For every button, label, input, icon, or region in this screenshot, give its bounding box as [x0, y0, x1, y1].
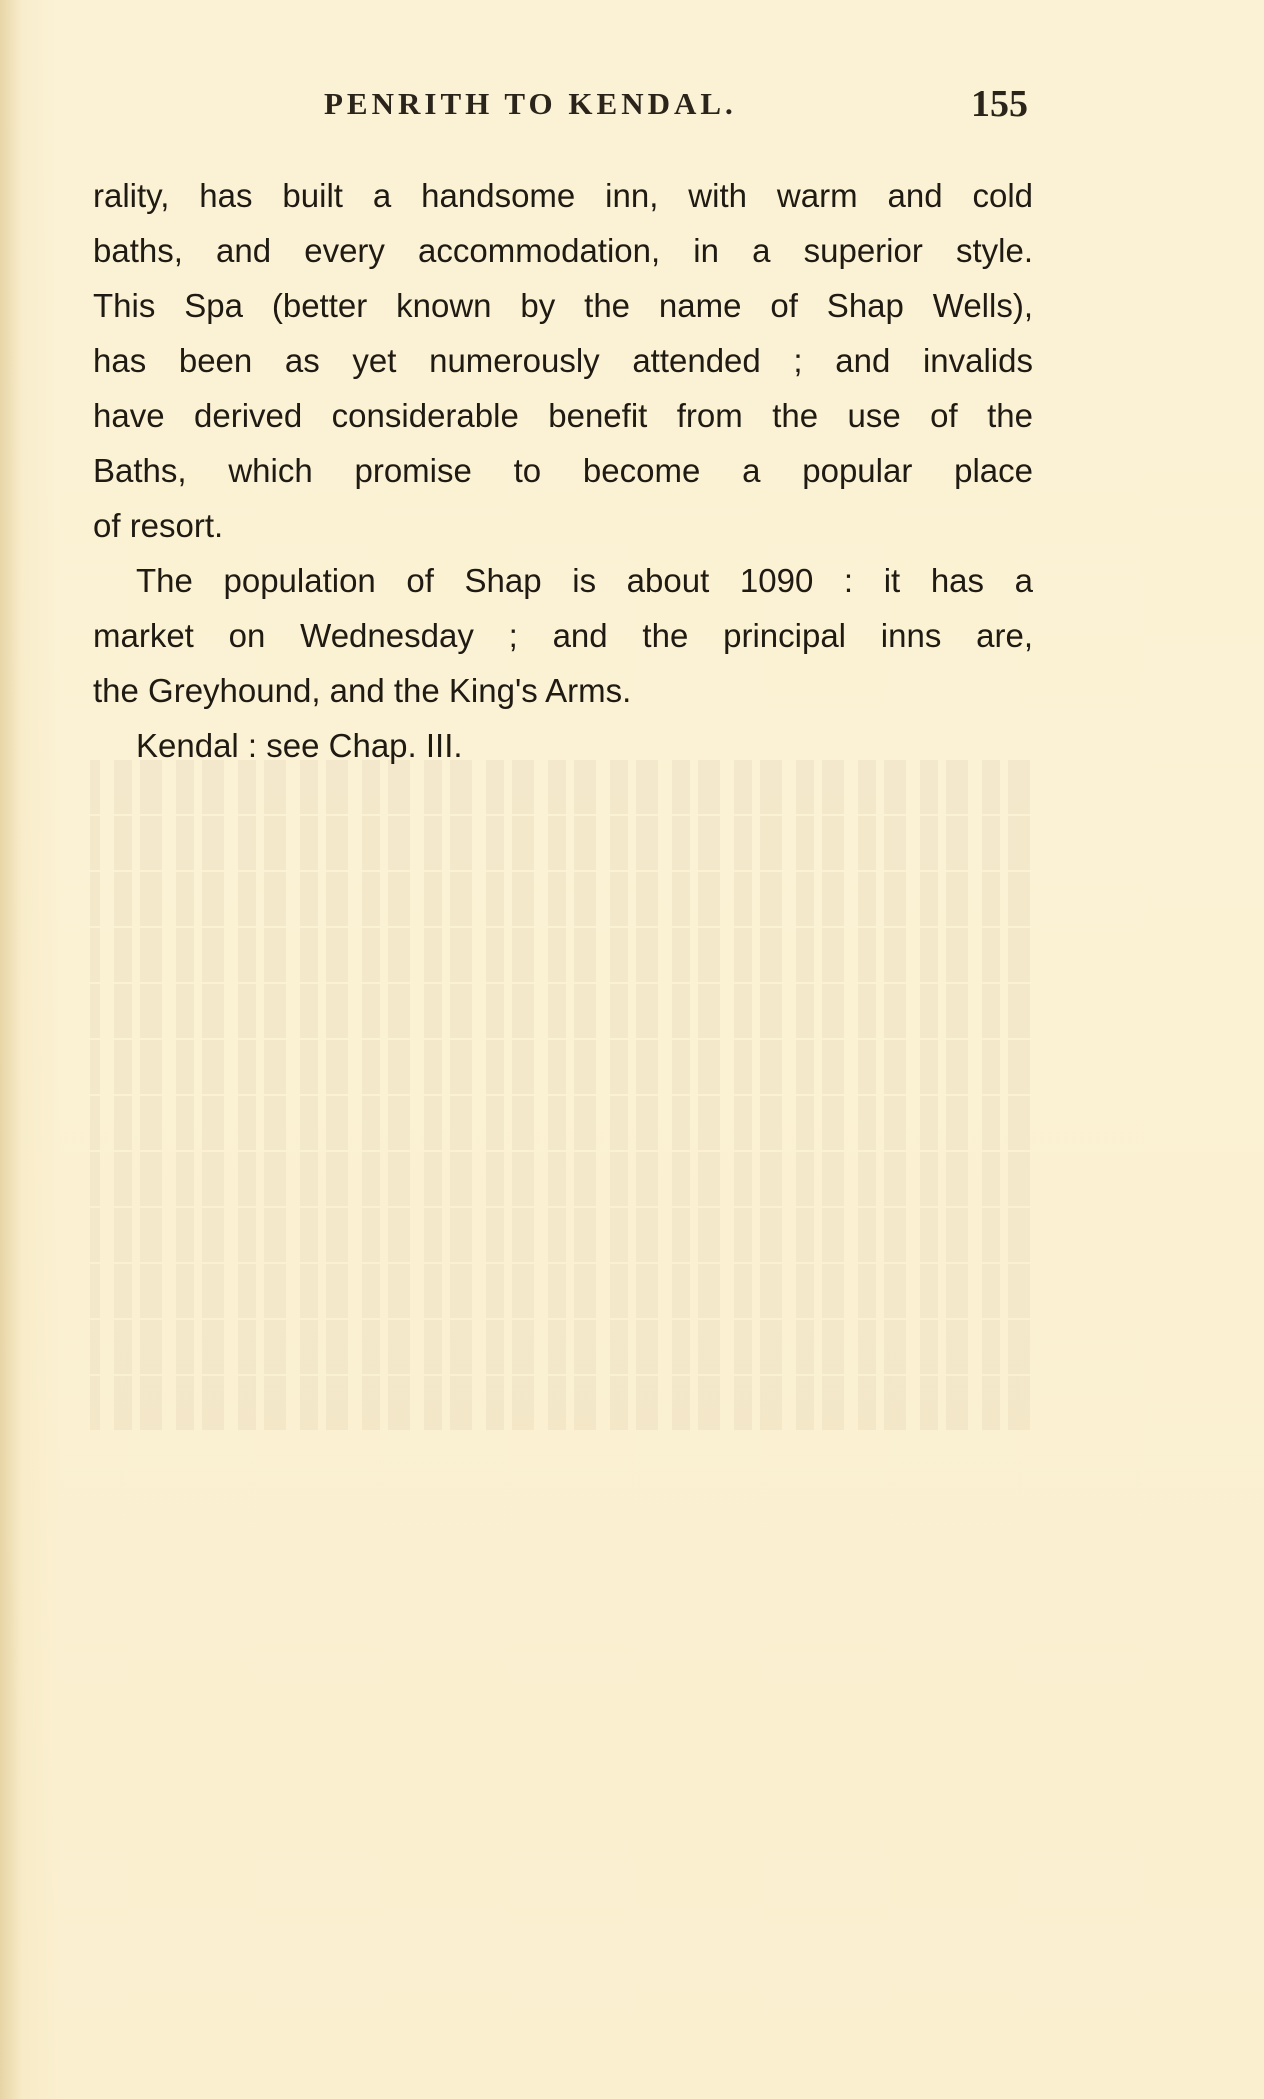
- text-line: Baths, which promise to become a popular place: [93, 452, 1033, 489]
- page-number: 155: [971, 83, 1028, 125]
- show-through-text: [90, 760, 1030, 1480]
- body-text: [93, 168, 1033, 773]
- text-line: rality, has built a handsome inn, with warm and cold: [93, 177, 1033, 214]
- text-line: has been as yet numerously attended ; and invalids: [93, 342, 1033, 379]
- text-line: This Spa (better known by the name of Shap Wells),: [93, 287, 1033, 324]
- text-line: of resort.: [93, 507, 224, 544]
- running-title: PENRITH TO KENDAL.: [324, 86, 737, 121]
- text-line: market on Wednesday ; and the principal inns are,: [93, 617, 1033, 654]
- text-line: baths, and every accommodation, in a superior style.: [93, 232, 1033, 269]
- paragraph-start-line: Kendal : see Chap. III.: [136, 727, 463, 764]
- text-line: have derived considerable benefit from the use of the: [93, 397, 1033, 434]
- running-head: [0, 83, 1264, 130]
- text-line: the Greyhound, and the King's Arms.: [93, 672, 632, 709]
- paragraph-start-line: The population of Shap is about 1090 : it has a: [136, 562, 1033, 599]
